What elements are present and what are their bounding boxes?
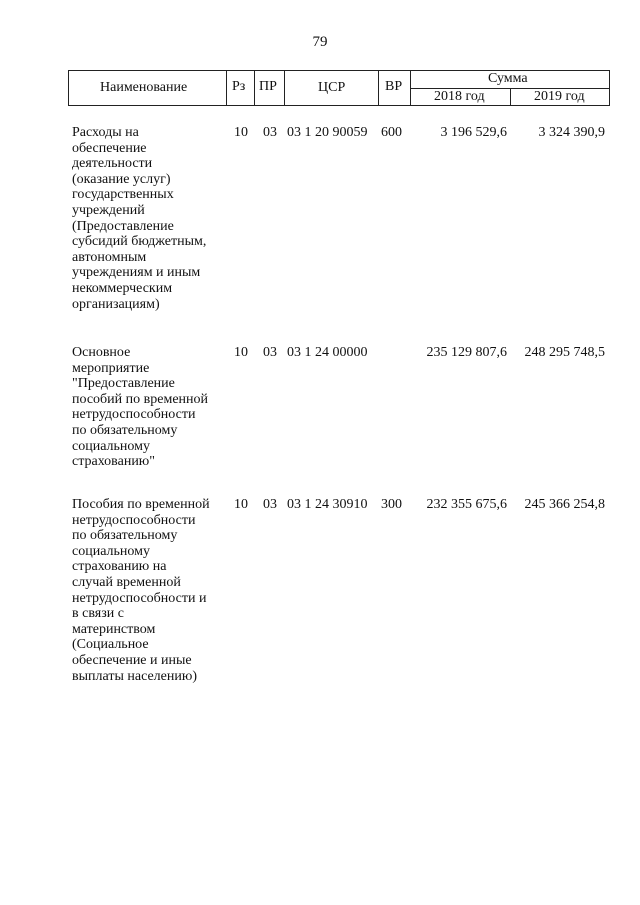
- row-vr: 600: [381, 125, 402, 140]
- row-rz: 10: [234, 497, 248, 512]
- row-pr: 03: [263, 345, 277, 360]
- header-vr: ВР: [385, 79, 403, 94]
- row-rz: 10: [234, 345, 248, 360]
- row-name: Расходы на обеспечение деятельности (оказание услуг) государственных учреждений (Предоставление субсидий бюджетным, автономным учреждениям и иным некоммерческим организациям): [72, 125, 207, 312]
- row-csr: 03 1 24 00000: [287, 345, 368, 360]
- table-header: [68, 70, 610, 106]
- header-top-border: [68, 70, 610, 71]
- header-col-divider: [378, 70, 379, 106]
- header-year-divider: [510, 88, 511, 106]
- header-bottom-border: [68, 105, 610, 106]
- row-rz: 10: [234, 125, 248, 140]
- header-name: Наименование: [100, 80, 188, 95]
- row-pr: 03: [263, 125, 277, 140]
- row-csr: 03 1 24 30910: [287, 497, 368, 512]
- row-sum-2018: 232 355 675,6: [426, 497, 507, 512]
- row-sum-2019: 248 295 748,5: [524, 345, 605, 360]
- row-sum-2019: 3 324 390,9: [538, 125, 605, 140]
- header-rz: Рз: [232, 79, 246, 94]
- row-pr: 03: [263, 497, 277, 512]
- row-csr: 03 1 20 90059: [287, 125, 368, 140]
- row-sum-2018: 235 129 807,6: [426, 345, 507, 360]
- header-col-divider: [226, 70, 227, 106]
- row-sum-2019: 245 366 254,8: [524, 497, 605, 512]
- header-year-2018: 2018 год: [434, 89, 485, 104]
- header-col-divider: [254, 70, 255, 106]
- header-left-border: [68, 70, 69, 106]
- header-pr: ПР: [259, 79, 277, 94]
- header-csr: ЦСР: [318, 80, 346, 95]
- header-year-2019: 2019 год: [534, 89, 585, 104]
- header-sum: Сумма: [488, 71, 528, 86]
- row-name: Пособия по временной нетрудоспособности по обязательному социальному страхованию на случай временной нетрудоспособности и в связи с материнством (Социальное обеспечение и иные выплаты населению): [72, 497, 210, 684]
- row-vr: 300: [381, 497, 402, 512]
- header-col-divider: [284, 70, 285, 106]
- row-name: Основное мероприятие "Предоставление пособий по временной нетрудоспособности по обязательному социальному страхованию": [72, 345, 209, 470]
- page-number: 79: [312, 34, 328, 50]
- row-sum-2018: 3 196 529,6: [440, 125, 507, 140]
